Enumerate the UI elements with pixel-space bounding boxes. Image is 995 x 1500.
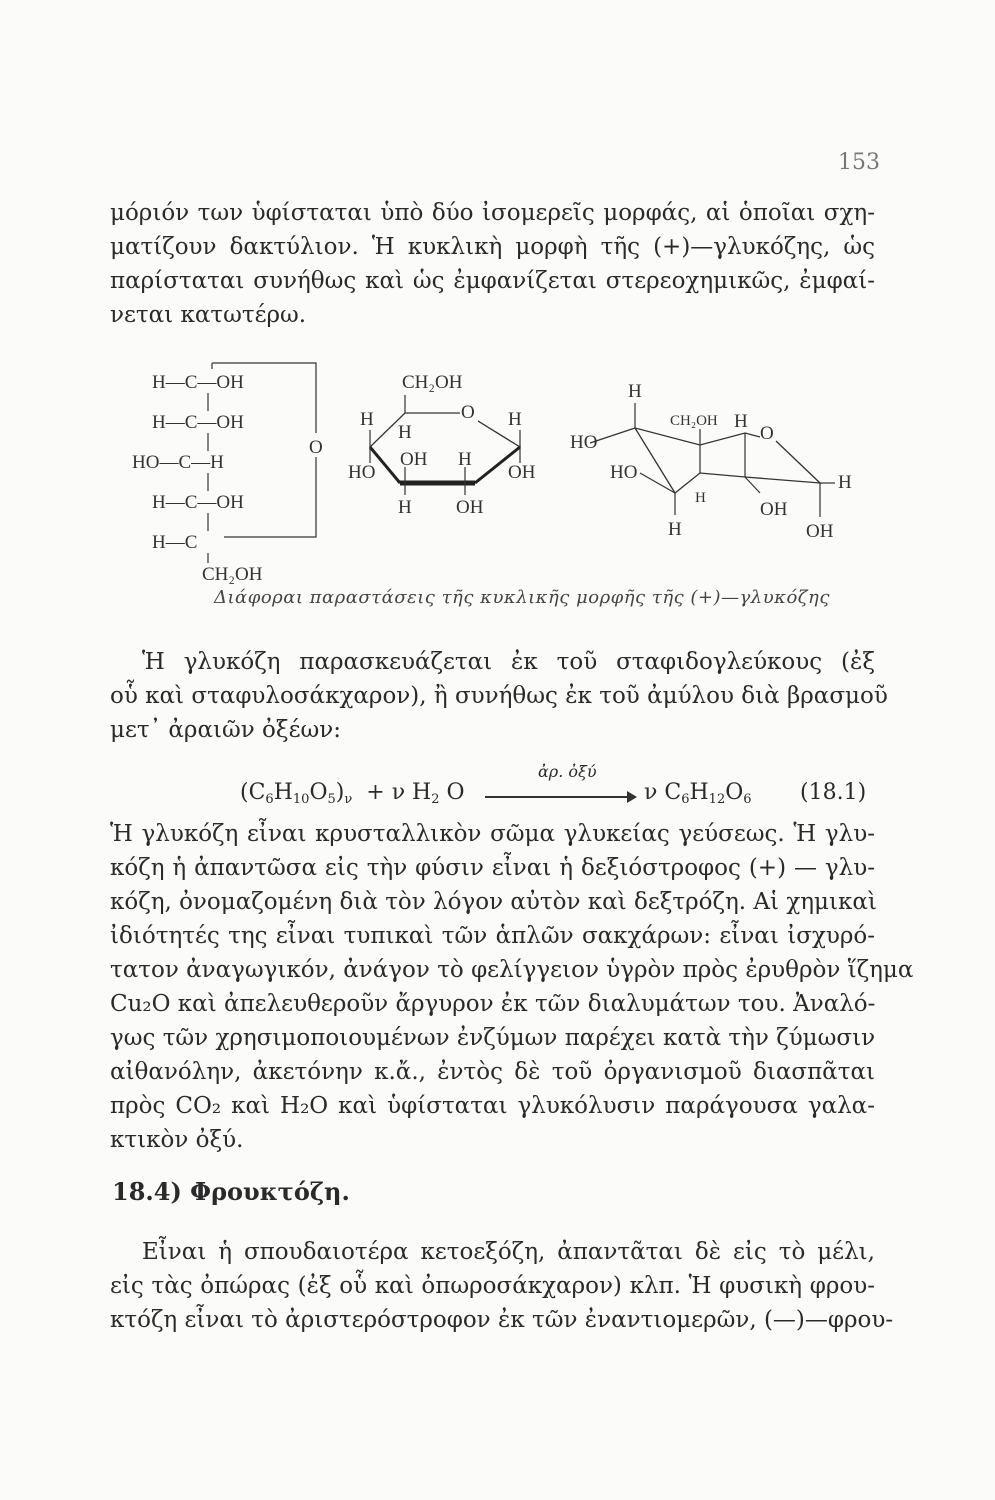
chair-formula (570, 381, 852, 542)
text-line: μόριόν των ὑφίσταται ὑπὸ δύο ἰσομερεῖς μορφάς, αἱ ὁποῖαι σχη- (110, 200, 875, 226)
text-line: κόζη, ὀνομαζομένη διὰ τὸν λόγον αὐτὸν καὶ δεξτρόζη. Αἱ χημικαὶ (110, 889, 877, 915)
haworth-formula (348, 372, 536, 518)
chair-label: OH (806, 521, 834, 542)
haworth-label: H (458, 449, 472, 470)
haworth-label: OH (508, 462, 536, 483)
section-heading: 18.4) Φρουκτόζη. (112, 1177, 350, 1206)
haworth-label: HO (348, 462, 376, 483)
eq-sub: ν (344, 792, 353, 807)
eq-part: H (689, 780, 709, 805)
text-line: κόζη ἡ ἀπαντῶσα εἰς τὴν φύσιν εἶναι ἡ δεξιόστροφος (+) — γλυ- (110, 855, 875, 881)
eq-sub: 12 (708, 792, 726, 807)
chair-label: H (838, 472, 852, 493)
text-line: τατον ἀναγωγικόν, ἀνάγον τὸ φελίγγειον ὑγρὸν πρὸς ἐρυθρὸν ἵζημα (110, 957, 914, 983)
text-line: ἰδιότητές της εἶναι τυπικαὶ τῶν ἁπλῶν σακχάρων: εἶναι ἰσχυρό- (110, 923, 875, 949)
haworth-label: OH (400, 449, 428, 470)
eq-sub: 6 (681, 792, 690, 807)
eq-sub: 5 (327, 792, 336, 807)
haworth-label: H (398, 422, 412, 443)
haworth-label: H (398, 497, 412, 518)
eq-part: O (309, 780, 328, 805)
text-line: Εἶναι ἡ σπουδαιοτέρα κετοεξόζη, ἀπαντᾶται δὲ εἰς τὸ μέλι, (142, 1239, 875, 1265)
fischer-row: H—C—OH (152, 372, 244, 393)
text-line: κτόζη εἶναι τὸ ἀριστερόστροφον ἐκ τῶν ἐναντιομερῶν, (—)—φρου- (110, 1307, 894, 1333)
eq-part: ν C (644, 780, 682, 805)
eq-part: (C (240, 780, 266, 805)
text-line: Ἡ γλυκόζη εἶναι κρυσταλλικὸν σῶμα γλυκείας γεύσεως. Ἡ γλυ- (110, 821, 875, 847)
ring-oxygen: O (461, 402, 475, 423)
text-line: νεται κατωτέρω. (110, 302, 307, 328)
eq-sub: 10 (292, 792, 310, 807)
text-line: Ἡ γλυκόζη παρασκευάζεται ἐκ τοῦ σταφιδογλεύκους (ἐξ (142, 649, 875, 675)
paragraph-preparation (110, 645, 888, 747)
text-line: πρὸς CO₂ καὶ H₂O καὶ ὑφίσταται γλυκόλυσιν παράγουσα γαλα- (110, 1093, 875, 1119)
paragraph-intro (110, 196, 875, 332)
fischer-row: H—C—OH (152, 412, 244, 433)
chair-label: H (668, 519, 682, 540)
ring-oxygen: O (760, 423, 774, 444)
fischer-row: HO—C—H (132, 452, 224, 473)
eq-sub: 6 (743, 792, 752, 807)
equation-number: (18.1) (800, 780, 867, 805)
text-line: γως τῶν χρησιμοποιουμένων ἐνζύμων παρέχει κατὰ τὴν ζύμωσιν (110, 1025, 876, 1051)
fischer-formula (132, 363, 324, 585)
eq-part: ) (335, 780, 345, 805)
haworth-label: H (360, 409, 374, 430)
chair-label: OH (760, 499, 788, 520)
figure-caption: Διάφοραι παραστάσεις τῆς κυκλικῆς μορφῆς τῆς (+)—γλυκόζης (214, 587, 830, 608)
fischer-row: H—C (152, 532, 198, 553)
text-line: μετ᾽ ἀραιῶν ὀξέων: (110, 717, 341, 743)
page-number: 153 (838, 150, 880, 175)
haworth-label: H (508, 409, 522, 430)
chair-label: HO (570, 432, 598, 453)
ring-oxygen: O (309, 437, 323, 458)
haworth-label: CH₂OH (402, 372, 463, 393)
arrow-label: ἀρ. ὀξύ (538, 762, 597, 781)
fischer-row: CH₂OH (202, 564, 263, 585)
eq-part: O (446, 780, 465, 805)
chair-label: H (628, 381, 642, 402)
text-line: οὗ καὶ σταφυλοσάκχαρον), ἢ συνήθως ἐκ τοῦ ἀμύλου διὰ βρασμοῦ (110, 683, 888, 709)
text-line: κτικὸν ὀξύ. (110, 1127, 244, 1153)
chair-label: H (695, 490, 706, 506)
eq-part: + ν H (366, 780, 432, 805)
paragraph-properties (110, 817, 914, 1157)
eq-sub: 2 (431, 792, 440, 807)
fischer-row: H—C—OH (152, 492, 244, 513)
text-line: ματίζουν δακτύλιον. Ἡ κυκλικὴ μορφὴ τῆς (+)—γλυκόζης, ὡς (110, 234, 875, 260)
eq-part: O (725, 780, 744, 805)
haworth-label: OH (456, 497, 484, 518)
equation-products (644, 780, 752, 807)
text-line: αἰθανόλην, ἀκετόνην κ.ἄ., ἐντὸς δὲ τοῦ ὀργανισμοῦ διασπᾶται (110, 1059, 875, 1085)
reaction-arrow-icon (485, 796, 635, 798)
text-line: εἰς τὰς ὀπώρας (ἐξ οὗ καὶ ὀπωροσάκχαρον) κλπ. Ἡ φυσικὴ φρου- (110, 1273, 875, 1299)
paragraph-fructose (110, 1235, 894, 1337)
eq-sub: 6 (265, 792, 274, 807)
chair-label: HO (610, 462, 638, 483)
equation-reactants (240, 780, 465, 807)
glucose-structure-diagrams (120, 355, 880, 590)
text-line: Cu₂O καὶ ἀπελευθεροῦν ἄργυρον ἐκ τῶν διαλυμάτων του. Ἀναλό- (110, 991, 876, 1017)
text-line: παρίσταται συνήθως καὶ ὡς ἐμφανίζεται στερεοχημικῶς, ἐμφαί- (110, 268, 875, 294)
chair-label: H (734, 411, 748, 432)
chair-label: CH₂OH (670, 413, 718, 429)
eq-part: H (273, 780, 293, 805)
